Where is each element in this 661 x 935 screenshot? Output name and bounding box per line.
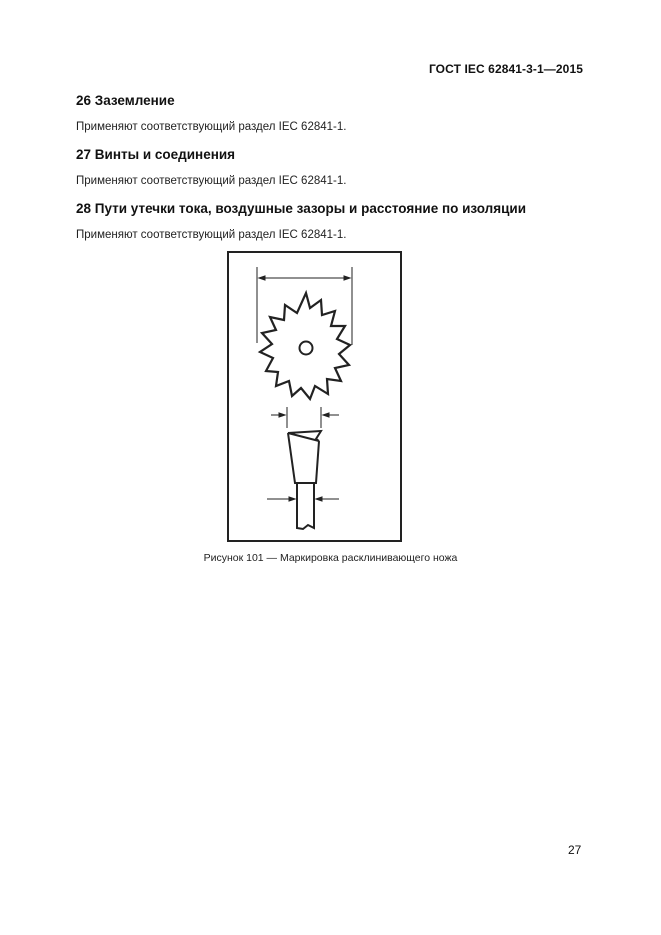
knife-top-dimension-icon [271,407,339,428]
saw-blade-icon [260,293,350,399]
diameter-dimension-icon [257,267,352,345]
page-number: 27 [568,843,582,857]
standard-code-header: ГОСТ IEC 62841-3-1—2015 [428,62,583,76]
section-28-title: 28 Пути утечки тока, воздушные зазоры и расстояние по изоляции [76,201,527,216]
section-28-text: Применяют соответствующий раздел IEC 62841-1. [76,229,347,241]
knife-shank-dimension-icon [267,497,339,501]
section-27-text: Применяют соответствующий раздел IEC 62841-1. [76,175,347,187]
figure-caption: Рисунок 101 — Маркировка расклинивающего ножа [203,552,458,564]
riving-knife-diagram [229,253,400,540]
section-26-text: Применяют соответствующий раздел IEC 62841-1. [76,121,347,133]
section-27-title: 27 Винты и соединения [76,147,236,162]
figure-101 [227,251,402,542]
section-26-title: 26 Заземление [76,93,175,108]
riving-knife-icon [288,431,321,529]
